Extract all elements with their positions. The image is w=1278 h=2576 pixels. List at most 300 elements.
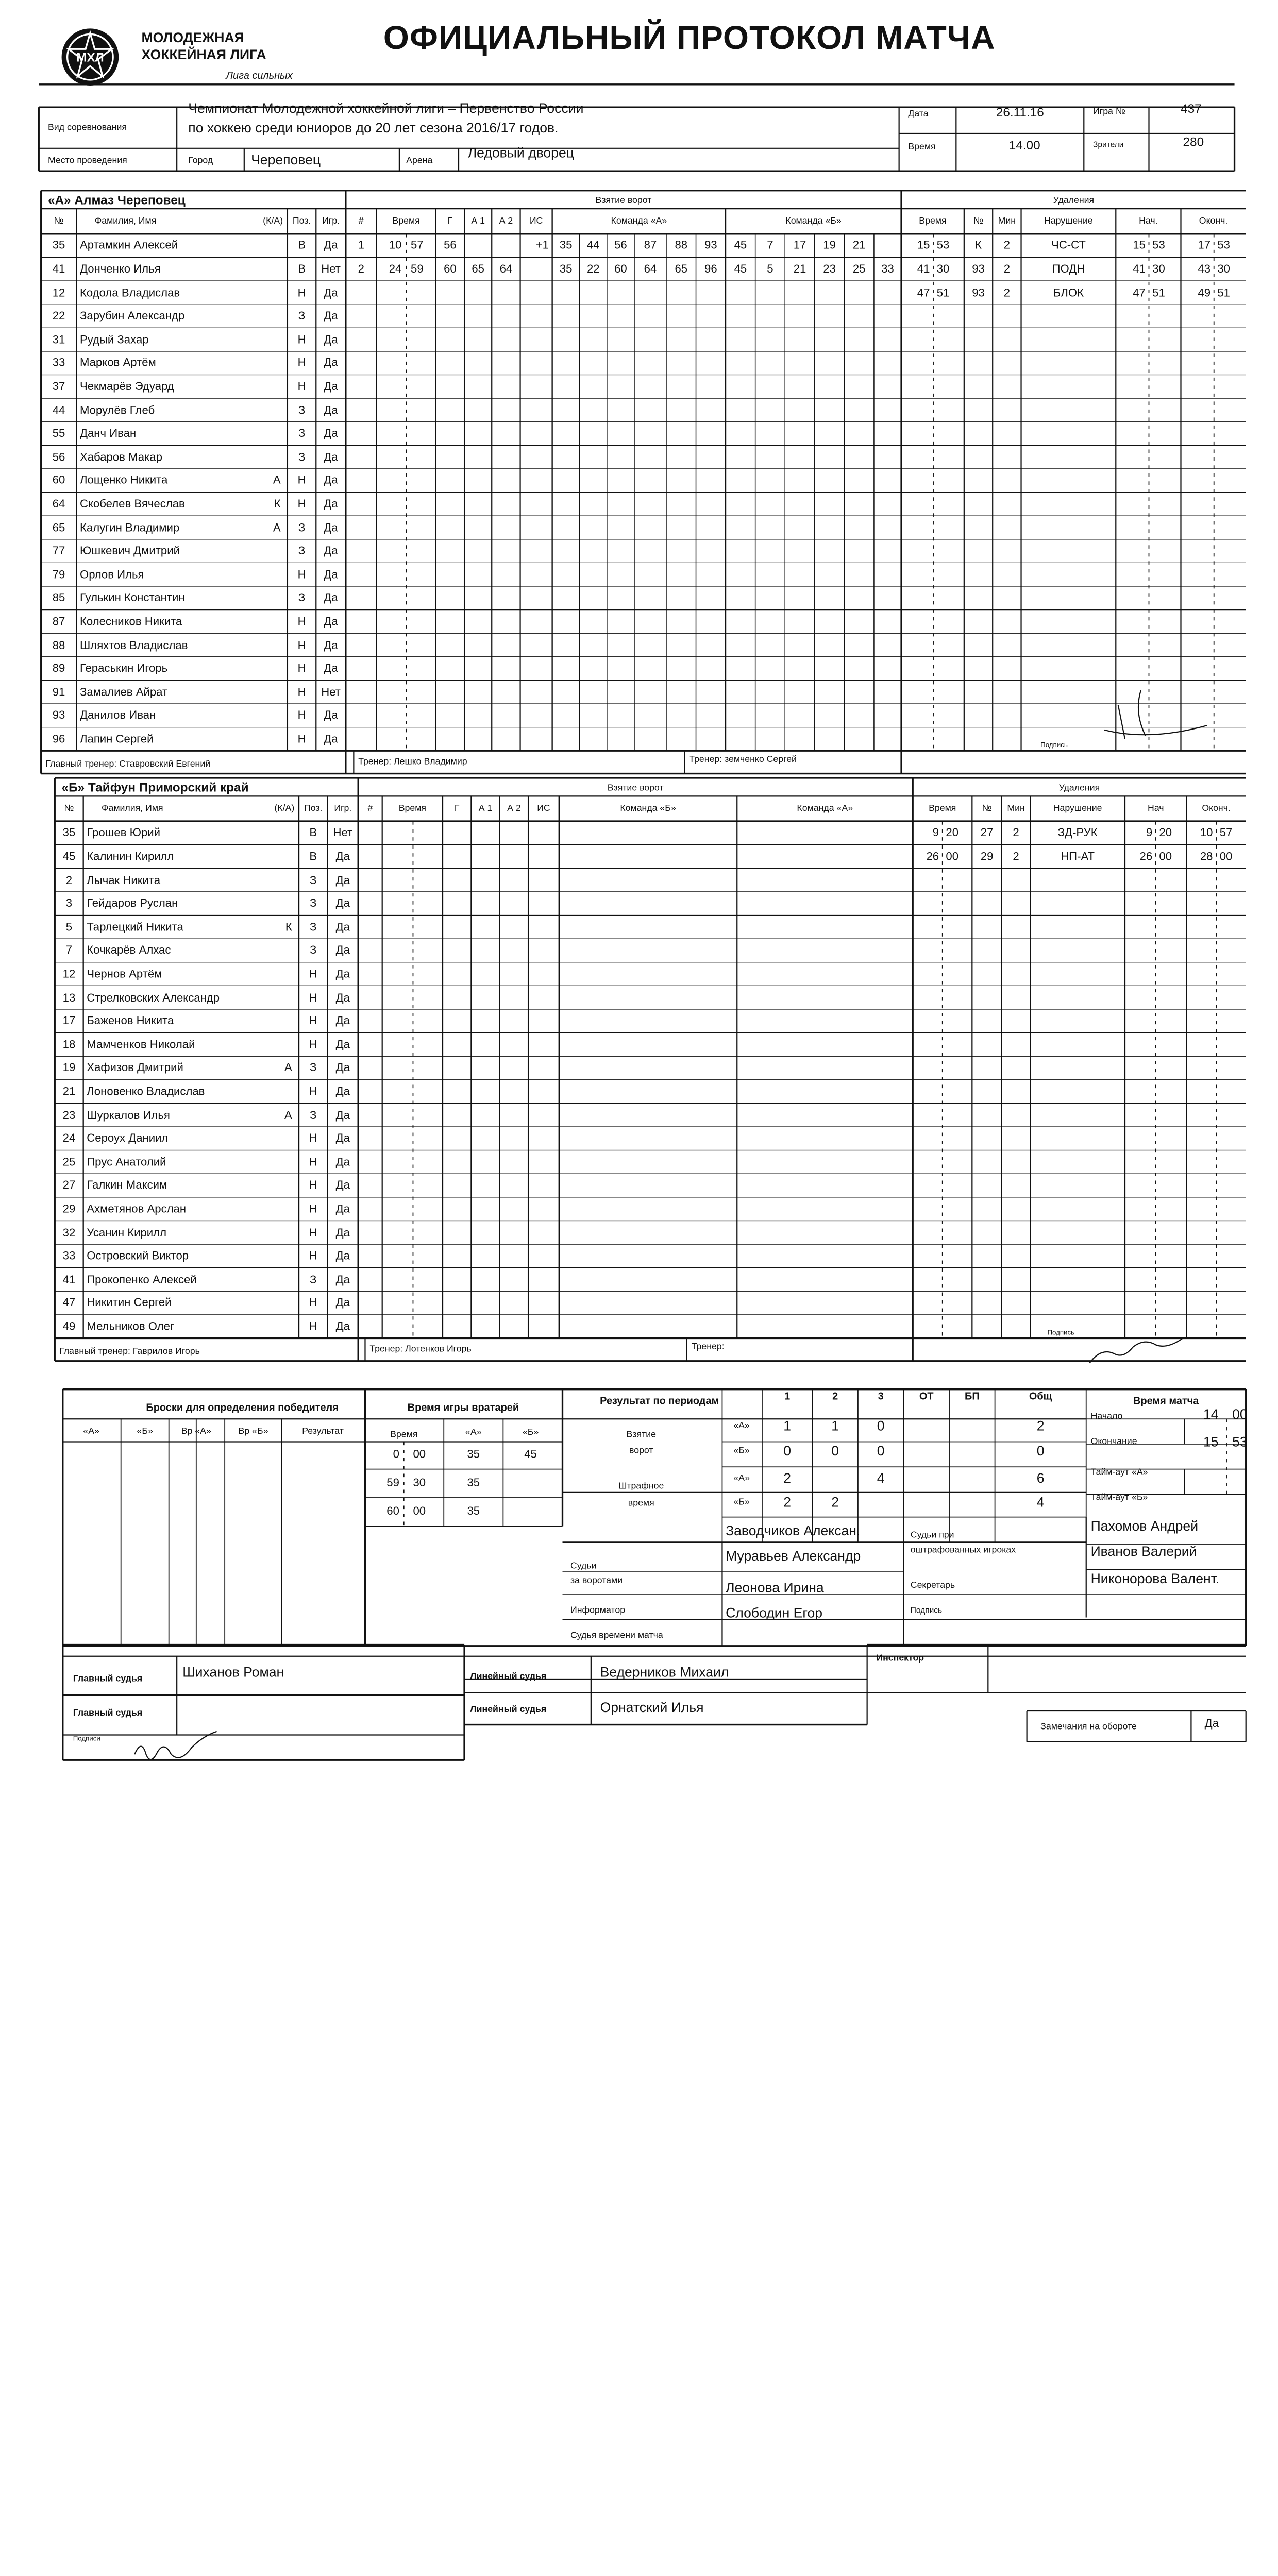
player-played: Да (324, 616, 338, 629)
penalty-start-min: 41 (1133, 263, 1146, 276)
penalty-time-sec: 30 (936, 263, 950, 276)
player-number: 21 (62, 1086, 76, 1098)
page-title: ОФИЦИАЛЬНЫЙ ПРОТОКОЛ МАТЧА (383, 20, 996, 57)
player-played: Да (324, 474, 338, 488)
goal-team-a-player: 64 (644, 263, 657, 276)
player-played: Да (335, 1109, 350, 1122)
penalty-end-min: 10 (1200, 827, 1213, 840)
signature-label: Подпись (1047, 1330, 1075, 1337)
goal-team-a-player: 22 (586, 263, 600, 276)
player-position: Н (309, 1250, 317, 1263)
player-position: Н (309, 1297, 317, 1310)
player-position: В (309, 851, 317, 863)
penalty-time-min: 15 (917, 240, 930, 252)
periods-total-value: 4 (1036, 1494, 1045, 1511)
penalty-time-min: 26 (926, 851, 939, 863)
player-name: Замалиев Айрат (79, 686, 168, 699)
penalty-player: 27 (980, 827, 994, 840)
period2-value: 1 (831, 1418, 839, 1434)
player-position: Н (297, 286, 306, 300)
period1-value: 1 (783, 1418, 792, 1434)
goalie-a: 35 (467, 1448, 480, 1462)
spectators-value: 280 (1183, 135, 1204, 149)
goals-team-header: Команда «А» (611, 215, 667, 226)
player-played: Да (335, 851, 350, 863)
player-position: Н (309, 968, 317, 981)
player-name: Марков Артём (79, 357, 156, 370)
player-captain-mark: А (273, 474, 281, 488)
penalty-start-sec: 53 (1152, 240, 1165, 252)
linesman1-value: Ведерников Михаил (600, 1664, 729, 1681)
player-number: 22 (52, 310, 65, 323)
penalty-player: 29 (980, 851, 994, 863)
date-label: Дата (908, 108, 929, 119)
goal-assist2: 64 (499, 263, 513, 276)
periods-col-header: 1 (784, 1389, 791, 1401)
competition-line2: по хоккею среди юниоров до 20 лет сезона 2016/17 годов. (188, 120, 559, 136)
player-captain-mark: А (284, 1062, 292, 1075)
player-position: Н (297, 733, 306, 746)
periods-title: Результат по периодам (600, 1394, 719, 1406)
penalty-judge2: Иванов Валерий (1090, 1543, 1197, 1560)
player-name: Мамченков Николай (87, 1039, 195, 1052)
penalty-start-min: 26 (1139, 851, 1153, 863)
penalty-infraction: ЗД-РУК (1057, 827, 1098, 840)
player-name: Усанин Кирилл (87, 1227, 167, 1240)
goalie-b: 45 (524, 1448, 537, 1462)
player-number: 12 (52, 286, 65, 300)
remarks-label: Замечания на обороте (1040, 1721, 1137, 1732)
penalty-minutes: 2 (1003, 240, 1011, 252)
goalie-a: 35 (467, 1505, 480, 1518)
goal-scorer: 60 (444, 263, 457, 276)
player-name: Мельников Олег (87, 1320, 175, 1333)
match-end-hh: 15 (1203, 1433, 1219, 1450)
player-name: Морулёв Глеб (79, 404, 155, 417)
penalty-end-min: 17 (1198, 240, 1211, 252)
player-captain-mark: К (274, 498, 281, 511)
goal-team-a-player: 60 (614, 263, 627, 276)
player-position: Н (297, 569, 306, 582)
goalie-time-min: 59 (386, 1477, 399, 1490)
player-played: Да (335, 897, 350, 910)
player-position: З (298, 428, 306, 440)
player-position: Н (309, 1015, 317, 1028)
goal-team-a-player: 65 (675, 263, 688, 276)
periods-goals-label: Взятие (626, 1429, 656, 1440)
player-name: Лапин Сергей (79, 733, 154, 746)
goalie-a: 35 (467, 1477, 480, 1490)
goal-time-sec: 59 (411, 263, 424, 276)
head-coach: Главный тренер: Ставровский Евгений (45, 758, 211, 769)
player-position: Н (297, 474, 306, 488)
player-number: 31 (52, 334, 65, 347)
player-name: Никитин Сергей (87, 1297, 172, 1310)
period1-value: 2 (783, 1470, 792, 1486)
shootout-col-result: Результат (302, 1426, 344, 1436)
penalty-start-sec: 20 (1159, 827, 1172, 840)
coach: Тренер: Лешко Владимир (358, 756, 467, 767)
penalties-col-header: Время (919, 215, 947, 226)
player-played: Да (324, 592, 338, 605)
periods-goals-label2: ворот (629, 1445, 653, 1456)
penalty-start-sec: 00 (1159, 851, 1172, 863)
player-position: З (298, 545, 306, 558)
player-played: Да (335, 921, 350, 934)
penalty-time-sec: 20 (946, 827, 959, 840)
player-name: Шляхтов Владислав (79, 639, 188, 652)
goals-title: Взятие ворот (607, 782, 664, 793)
penalties-col-header: Время (929, 803, 956, 814)
penalties-col-header: Нарушение (1044, 215, 1093, 226)
player-played: Да (335, 944, 350, 958)
player-name: Лоновенко Владислав (87, 1086, 205, 1098)
penalties-col-header: Мин (998, 215, 1016, 226)
informer-value: Леонова Ирина (726, 1580, 824, 1596)
penalty-start-min: 15 (1133, 240, 1146, 252)
player-number: 37 (52, 381, 65, 394)
arena-label: Арена (406, 155, 433, 166)
penalty-start-sec: 30 (1152, 263, 1165, 276)
player-played: Да (324, 310, 338, 323)
player-played: Нет (333, 827, 353, 840)
player-played: Да (335, 1320, 350, 1333)
officials-signature-label: Подпись (910, 1606, 943, 1615)
penalty-time-sec: 53 (936, 240, 950, 252)
period3-value: 4 (877, 1470, 885, 1486)
goals-col-header: А 1 (471, 215, 485, 226)
player-position: Н (309, 1179, 317, 1193)
match-start-label: Начало (1090, 1411, 1123, 1421)
goal-team-b-player: 7 (767, 240, 773, 252)
player-number: 3 (65, 897, 73, 910)
player-name: Данилов Иван (79, 709, 156, 723)
penalties-col-header: Нач (1148, 803, 1164, 814)
player-name: Баженов Никита (87, 1015, 174, 1028)
penalties-col-header: Оконч. (1199, 215, 1228, 226)
penalty-time-sec: 51 (936, 286, 950, 300)
player-number: 60 (52, 474, 65, 488)
player-played: Да (324, 381, 338, 394)
remarks-value: Да (1204, 1718, 1219, 1731)
player-position: Н (309, 1156, 317, 1169)
goals-col-header: А 2 (507, 803, 521, 814)
player-played: Да (335, 1203, 350, 1216)
player-position: Н (297, 686, 306, 699)
goal-team-a-player: 56 (614, 240, 627, 252)
secretary-value: Никонорова Валент. (1090, 1570, 1220, 1587)
goals-col-header: А 2 (499, 215, 513, 226)
player-played: Да (335, 1062, 350, 1075)
goal-judge2: Муравьев Александр (726, 1548, 861, 1564)
goal-judges-label2: за воротами (570, 1575, 623, 1586)
player-name: Хабаров Макар (79, 451, 162, 464)
player-position: З (310, 1274, 317, 1286)
player-number: 96 (52, 733, 65, 746)
player-played: Да (324, 663, 338, 675)
periods-col-header: ОТ (919, 1389, 934, 1401)
goals-team-header: Команда «Б» (785, 215, 842, 226)
period3-value: 0 (877, 1418, 885, 1434)
goals-title: Взятие ворот (595, 195, 652, 206)
goal-team-a-player: 93 (704, 240, 717, 252)
player-position: З (310, 944, 317, 958)
player-position: Н (309, 1227, 317, 1240)
player-played: Да (335, 968, 350, 981)
player-number: 2 (65, 874, 73, 887)
player-name: Скобелев Вячеслав (79, 498, 185, 511)
player-position: З (298, 404, 306, 417)
match-end-mm: 53 (1232, 1433, 1248, 1450)
player-played: Да (335, 1274, 350, 1286)
col-name: Фамилия, Имя (94, 215, 157, 226)
goal-number: 1 (358, 240, 364, 252)
player-number: 12 (62, 968, 76, 981)
goal-team-a-player: 88 (675, 240, 688, 252)
player-number: 35 (62, 827, 76, 840)
player-name: Лощенко Никита (79, 474, 168, 488)
goal-team-a-player: 44 (586, 240, 600, 252)
goalie-col-b: «Б» (522, 1427, 539, 1437)
player-number: 35 (52, 240, 65, 252)
goalie-time-sec: 00 (413, 1505, 426, 1518)
player-played: Да (324, 639, 338, 652)
goals-col-header: ИС (529, 215, 543, 226)
player-played: Да (324, 451, 338, 464)
signatures-label: Подписи (73, 1736, 100, 1743)
match-start-hh: 14 (1203, 1406, 1219, 1422)
penalty-player: К (975, 240, 982, 252)
penalty-time-min: 9 (932, 827, 939, 840)
goalie-time-min: 60 (386, 1505, 399, 1518)
penalties-title: Удаления (1053, 195, 1095, 206)
coach2: Тренер: земченко Сергей (689, 754, 797, 765)
penalties-col-header: Мин (1007, 803, 1025, 814)
spectators-label: Зрители (1093, 141, 1124, 149)
player-played: Да (335, 1039, 350, 1052)
penalties-col-header: № (982, 803, 992, 814)
player-number: 89 (52, 663, 65, 675)
player-played: Нет (321, 263, 341, 276)
competition-line1: Чемпионат Молодежной хоккейной лиги – Первенство России (188, 100, 584, 116)
player-position: Н (297, 639, 306, 652)
goal-situation: +1 (535, 240, 549, 252)
player-position: Н (309, 992, 317, 1005)
player-position: Н (309, 1039, 317, 1052)
periods-team: «А» (733, 1420, 750, 1431)
player-position: Н (309, 1132, 317, 1146)
player-name: Лычак Никита (87, 874, 161, 887)
goal-judge1: Заводчиков Алексан. (726, 1522, 861, 1539)
player-position: Н (297, 663, 306, 675)
player-position: З (310, 874, 317, 887)
penalty-minutes: 2 (1003, 286, 1011, 300)
player-number: 41 (62, 1274, 76, 1286)
player-number: 33 (52, 357, 65, 370)
shootout-title: Броски для определения победителя (146, 1401, 339, 1413)
player-played: Да (335, 1015, 350, 1028)
coach2: Тренер: (691, 1342, 725, 1352)
player-number: 13 (62, 992, 76, 1005)
venue-label: Место проведения (47, 155, 127, 166)
col-pos: Поз. (304, 803, 323, 814)
match-time-title: Время матча (1133, 1394, 1199, 1406)
linesman2-value: Орнатский Илья (600, 1699, 704, 1716)
shootout-col-a: «А» (83, 1426, 99, 1436)
player-number: 65 (52, 521, 65, 535)
goal-team-b-player: 21 (793, 263, 806, 276)
league-name-line1: МОЛОДЕЖНАЯ (141, 29, 244, 46)
competition-label: Вид соревнования (47, 122, 127, 132)
penalty-minutes: 2 (1013, 851, 1019, 863)
player-position: Н (297, 357, 306, 370)
shootout-col-vra: Вр «А» (181, 1426, 211, 1436)
penalty-player: 93 (972, 263, 985, 276)
player-number: 88 (52, 639, 65, 652)
goal-team-b-player: 17 (793, 240, 806, 252)
shootout-col-vrb: Вр «Б» (238, 1426, 268, 1436)
coach: Тренер: Лотенков Игорь (369, 1344, 472, 1354)
player-number: 24 (62, 1132, 76, 1146)
player-number: 17 (62, 1015, 76, 1028)
player-number: 91 (52, 686, 65, 699)
player-number: 93 (52, 709, 65, 723)
player-name: Колесников Никита (79, 616, 182, 629)
penalty-end-sec: 30 (1217, 263, 1230, 276)
player-name: Хафизов Дмитрий (87, 1062, 183, 1075)
player-position: Н (309, 1086, 317, 1098)
goal-team-b-player: 19 (823, 240, 836, 252)
goalie-col-a: «А» (465, 1427, 482, 1437)
player-played: Да (324, 404, 338, 417)
goal-team-a-player: 35 (559, 240, 573, 252)
penalty-end-sec: 53 (1217, 240, 1230, 252)
player-name: Кодола Владислав (79, 286, 180, 300)
player-played: Да (324, 709, 338, 723)
timekeeper-label: Судья времени матча (570, 1630, 663, 1640)
goals-col-header: ИС (537, 803, 550, 814)
player-name: Прус Анатолий (87, 1156, 166, 1169)
period2-value: 2 (831, 1494, 839, 1511)
player-played: Да (324, 428, 338, 440)
penalty-minutes: 2 (1013, 827, 1019, 840)
player-played: Да (324, 240, 338, 252)
player-position: Н (297, 334, 306, 347)
period3-value: 0 (877, 1443, 885, 1459)
player-captain-mark: А (284, 1109, 292, 1122)
player-name: Прокопенко Алексей (87, 1274, 197, 1286)
goalie-time-sec: 30 (413, 1477, 426, 1490)
penalty-end-min: 49 (1198, 286, 1211, 300)
player-position: З (310, 897, 317, 910)
time-value: 14.00 (1008, 139, 1040, 152)
player-name: Калинин Кирилл (87, 851, 174, 863)
periods-team: «А» (733, 1472, 750, 1483)
referee-label: Главный судья (73, 1673, 143, 1684)
player-played: Да (324, 733, 338, 746)
goals-col-header: Время (398, 803, 426, 814)
penalty-start-min: 9 (1146, 827, 1153, 840)
match-end-label: Окончание (1090, 1436, 1137, 1447)
goal-team-a-player: 35 (559, 263, 573, 276)
col-pos: Поз. (292, 215, 311, 226)
player-played: Да (324, 569, 338, 582)
player-name: Галкин Максим (87, 1179, 167, 1193)
player-name: Артамкин Алексей (79, 240, 178, 252)
col-name: Фамилия, Имя (102, 803, 163, 814)
goals-team-header: Команда «Б» (620, 803, 676, 814)
penalty-end-min: 28 (1200, 851, 1213, 863)
penalty-end-sec: 00 (1219, 851, 1233, 863)
goal-team-b-player: 5 (767, 263, 773, 276)
player-position: З (310, 1109, 317, 1122)
player-played: Да (335, 1227, 350, 1240)
player-number: 45 (62, 851, 76, 863)
player-played: Да (324, 334, 338, 347)
periods-col-header: БП (965, 1389, 980, 1401)
informer-label: Информатор (570, 1605, 626, 1616)
game-number-value: 437 (1181, 102, 1202, 116)
player-name: Юшкевич Дмитрий (79, 545, 180, 558)
col-ka: (К/А) (274, 803, 295, 814)
col-play: Игр. (334, 803, 352, 814)
player-name: Тарлецкий Никита (87, 921, 183, 934)
goal-time-sec: 57 (411, 240, 424, 252)
goal-team-b-player: 45 (734, 263, 747, 276)
goals-col-header: # (358, 215, 364, 226)
city-value: Череповец (251, 151, 321, 168)
period2-value: 0 (831, 1443, 839, 1459)
player-played: Да (324, 498, 338, 511)
player-name: Сероух Даниил (87, 1132, 169, 1146)
timekeeper-value: Слободин Егор (726, 1605, 823, 1621)
col-play: Игр. (322, 215, 340, 226)
player-position: Н (309, 1203, 317, 1216)
penalty-infraction: БЛОК (1053, 286, 1084, 300)
periods-col-header: Общ (1029, 1389, 1052, 1401)
periods-total-value: 6 (1036, 1470, 1045, 1486)
goals-col-header: Время (392, 215, 420, 226)
goals-col-header: # (367, 803, 373, 814)
period1-value: 2 (783, 1494, 792, 1511)
secretary-label: Секретарь (910, 1580, 955, 1590)
player-name: Гейдаров Руслан (87, 897, 178, 910)
player-name: Калугин Владимир (79, 521, 180, 535)
team-title: «А» Алмаз Череповец (47, 193, 186, 207)
player-name: Гераськин Игорь (79, 663, 168, 675)
player-position: В (298, 263, 306, 276)
city-label: Город (188, 155, 213, 166)
goal-team-b-player: 45 (734, 240, 747, 252)
goal-team-a-player: 87 (644, 240, 657, 252)
player-captain-mark: К (285, 921, 292, 934)
goal-number: 2 (358, 263, 364, 276)
shootout-col-b: «Б» (137, 1426, 153, 1436)
player-played: Да (335, 1179, 350, 1193)
player-number: 32 (62, 1227, 76, 1240)
col-num: № (64, 803, 74, 814)
periods-total-value: 0 (1036, 1443, 1045, 1459)
goals-col-header: Г (447, 215, 453, 226)
goal-scorer: 56 (444, 240, 457, 252)
player-name: Чернов Артём (87, 968, 162, 981)
player-position: З (298, 451, 306, 464)
penalty-infraction: НП-АТ (1061, 851, 1095, 863)
player-number: 87 (52, 616, 65, 629)
player-played: Да (324, 545, 338, 558)
player-played: Да (335, 1297, 350, 1310)
player-position: Н (297, 616, 306, 629)
